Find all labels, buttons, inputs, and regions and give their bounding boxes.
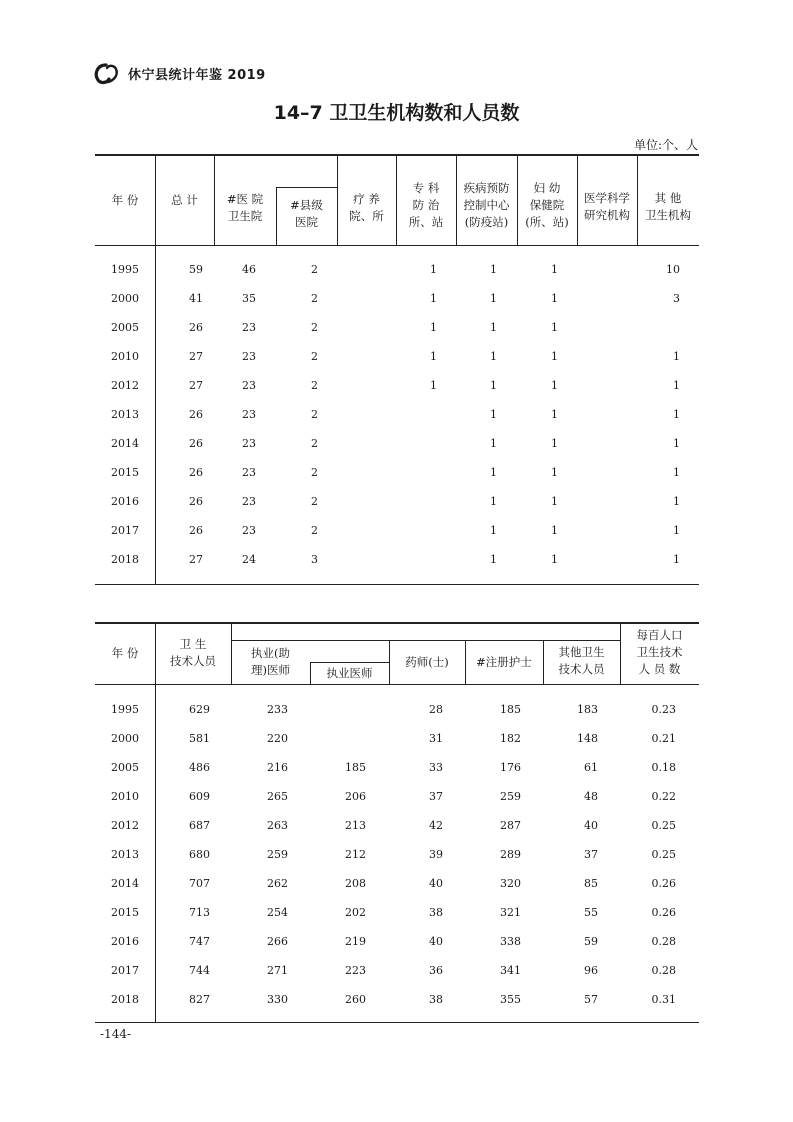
- cell-other: 1: [673, 495, 680, 508]
- cell-other: 1: [673, 350, 680, 363]
- cell-per: 0.18: [651, 761, 676, 774]
- cell-maternal: 1: [551, 350, 558, 363]
- cell-total: 41: [189, 292, 203, 305]
- col-header-sanatorium: 疗 养 院、所: [349, 192, 384, 223]
- col-header-hospital: #医 院 卫生院: [226, 192, 264, 223]
- col-header-health-tech: 卫 生 技术人员: [170, 637, 216, 668]
- cell-per: 0.21: [651, 732, 676, 745]
- cell-county: 2: [311, 524, 318, 537]
- cell-other: 48: [584, 790, 598, 803]
- cell-total: 26: [189, 437, 203, 450]
- cell-tech: 744: [189, 964, 210, 977]
- cell-maternal: 1: [551, 321, 558, 334]
- table-row: [95, 874, 699, 894]
- table2-top-rule: [95, 622, 699, 624]
- row-year: 2015: [111, 466, 139, 479]
- table-row: [95, 463, 699, 483]
- table-row: [95, 492, 699, 512]
- cell-maternal: 1: [551, 408, 558, 421]
- cell-other: 148: [577, 732, 598, 745]
- cell-specialized: 1: [430, 379, 437, 392]
- cell-assist: 263: [267, 819, 288, 832]
- cell-cdc: 1: [490, 524, 497, 537]
- cell-other: 1: [673, 524, 680, 537]
- table-row: [95, 845, 699, 865]
- cell-hospital: 23: [242, 524, 256, 537]
- cell-pharm: 38: [429, 906, 443, 919]
- row-year: 2012: [111, 819, 139, 832]
- cell-doctor: 212: [345, 848, 366, 861]
- cell-cdc: 1: [490, 466, 497, 479]
- cell-tech: 827: [189, 993, 210, 1006]
- cell-pharm: 42: [429, 819, 443, 832]
- table2-header-rule: [95, 684, 699, 685]
- book-title: 休宁县统计年鉴 2019: [128, 68, 266, 83]
- table-row: [95, 758, 699, 778]
- cell-per: 0.31: [651, 993, 676, 1006]
- table-row: [95, 405, 699, 425]
- table1-header-rule: [95, 245, 699, 246]
- col-header-doctor-assistant: 执业(助 理)医师: [251, 646, 290, 677]
- cell-pharm: 40: [429, 877, 443, 890]
- cell-total: 27: [189, 350, 203, 363]
- cell-other: 85: [584, 877, 598, 890]
- table-row: [95, 990, 699, 1010]
- col-header-research: 医学科学 研究机构: [584, 191, 630, 222]
- cell-pharm: 40: [429, 935, 443, 948]
- table1-subheader-rule: [276, 187, 337, 188]
- col-header-nurse: #注册护士: [476, 655, 532, 669]
- table-row: [95, 260, 699, 280]
- cell-county: 2: [311, 263, 318, 276]
- cell-doctor: 223: [345, 964, 366, 977]
- row-year: 2005: [111, 321, 139, 334]
- table-row: [95, 376, 699, 396]
- cell-per: 0.26: [651, 906, 676, 919]
- table-row: [95, 318, 699, 338]
- col-header-per-hundred: 每百人口 卫生技术 人 员 数: [636, 628, 683, 676]
- cell-other: 1: [673, 408, 680, 421]
- table-row: [95, 903, 699, 923]
- table-row: [95, 550, 699, 570]
- row-year: 2012: [111, 379, 139, 392]
- unit-label: 单位:个、人: [633, 138, 698, 152]
- cell-tech: 707: [189, 877, 210, 890]
- cell-per: 0.28: [651, 935, 676, 948]
- cell-specialized: 1: [430, 263, 437, 276]
- cell-total: 59: [189, 263, 203, 276]
- cell-other: 37: [584, 848, 598, 861]
- row-year: 2010: [111, 350, 139, 363]
- cell-maternal: 1: [551, 524, 558, 537]
- cell-other: 57: [584, 993, 598, 1006]
- cell-total: 26: [189, 408, 203, 421]
- table2-subheader-rule: [310, 662, 389, 663]
- row-year: 2010: [111, 790, 139, 803]
- cell-per: 0.28: [651, 964, 676, 977]
- cell-tech: 747: [189, 935, 210, 948]
- row-year: 2013: [111, 848, 139, 861]
- cell-county: 3: [311, 553, 318, 566]
- cell-total: 26: [189, 321, 203, 334]
- cell-maternal: 1: [551, 292, 558, 305]
- row-year: 1995: [111, 263, 139, 276]
- cell-assist: 262: [267, 877, 288, 890]
- col-header-pharmacist: 药师(士): [405, 655, 449, 669]
- cell-total: 27: [189, 553, 203, 566]
- cell-tech: 609: [189, 790, 210, 803]
- cell-hospital: 46: [242, 263, 256, 276]
- table-row: [95, 932, 699, 952]
- cell-other: 1: [673, 437, 680, 450]
- row-year: 2005: [111, 761, 139, 774]
- cell-hospital: 23: [242, 495, 256, 508]
- cell-doctor: 260: [345, 993, 366, 1006]
- cell-nurse: 176: [500, 761, 521, 774]
- table-row: [95, 434, 699, 454]
- cell-county: 2: [311, 292, 318, 305]
- col-header-other-tech: 其他卫生 技术人员: [558, 645, 605, 676]
- cell-county: 2: [311, 495, 318, 508]
- cell-nurse: 355: [500, 993, 521, 1006]
- cell-maternal: 1: [551, 437, 558, 450]
- cell-assist: 259: [267, 848, 288, 861]
- cell-maternal: 1: [551, 379, 558, 392]
- cell-county: 2: [311, 408, 318, 421]
- cell-county: 2: [311, 379, 318, 392]
- cell-pharm: 37: [429, 790, 443, 803]
- row-year: 2017: [111, 524, 139, 537]
- col-header-year: 年 份: [111, 193, 139, 207]
- row-year: 1995: [111, 703, 139, 716]
- cell-nurse: 338: [500, 935, 521, 948]
- yearbook-logo-icon: [92, 62, 122, 86]
- cell-other: 1: [673, 379, 680, 392]
- cell-total: 26: [189, 495, 203, 508]
- cell-per: 0.22: [651, 790, 676, 803]
- cell-assist: 233: [267, 703, 288, 716]
- table-row: [95, 347, 699, 367]
- cell-nurse: 287: [500, 819, 521, 832]
- cell-cdc: 1: [490, 292, 497, 305]
- row-year: 2017: [111, 964, 139, 977]
- cell-per: 0.23: [651, 703, 676, 716]
- table-row: [95, 700, 699, 720]
- cell-nurse: 341: [500, 964, 521, 977]
- row-year: 2016: [111, 935, 139, 948]
- table-row: [95, 816, 699, 836]
- cell-other: 61: [584, 761, 598, 774]
- cell-county: 2: [311, 321, 318, 334]
- cell-tech: 680: [189, 848, 210, 861]
- cell-nurse: 185: [500, 703, 521, 716]
- cell-doctor: 206: [345, 790, 366, 803]
- cell-nurse: 182: [500, 732, 521, 745]
- cell-other: 55: [584, 906, 598, 919]
- cell-tech: 687: [189, 819, 210, 832]
- cell-pharm: 38: [429, 993, 443, 1006]
- cell-pharm: 39: [429, 848, 443, 861]
- cell-assist: 216: [267, 761, 288, 774]
- col-header-county-hospital: #县级 医院: [290, 198, 323, 229]
- cell-hospital: 23: [242, 408, 256, 421]
- cell-specialized: 1: [430, 350, 437, 363]
- cell-county: 2: [311, 437, 318, 450]
- cell-pharm: 36: [429, 964, 443, 977]
- table-row: [95, 961, 699, 981]
- cell-maternal: 1: [551, 263, 558, 276]
- cell-maternal: 1: [551, 553, 558, 566]
- cell-nurse: 320: [500, 877, 521, 890]
- table-row: [95, 521, 699, 541]
- col-header-maternal: 妇 幼 保健院 (所、站): [525, 181, 569, 229]
- table1-top-rule: [95, 154, 699, 156]
- row-year: 2018: [111, 553, 139, 566]
- cell-specialized: 1: [430, 292, 437, 305]
- cell-assist: 271: [267, 964, 288, 977]
- cell-other: 1: [673, 553, 680, 566]
- cell-other: 10: [666, 263, 680, 276]
- cell-total: 27: [189, 379, 203, 392]
- cell-cdc: 1: [490, 263, 497, 276]
- row-year: 2014: [111, 877, 139, 890]
- cell-pharm: 33: [429, 761, 443, 774]
- cell-tech: 486: [189, 761, 210, 774]
- cell-nurse: 259: [500, 790, 521, 803]
- cell-specialized: 1: [430, 321, 437, 334]
- table1-bottom-rule: [95, 584, 699, 585]
- cell-cdc: 1: [490, 321, 497, 334]
- row-year: 2014: [111, 437, 139, 450]
- cell-cdc: 1: [490, 350, 497, 363]
- cell-total: 26: [189, 524, 203, 537]
- cell-tech: 581: [189, 732, 210, 745]
- col-header-specialized: 专 科 防 治 所、站: [408, 181, 444, 229]
- cell-cdc: 1: [490, 495, 497, 508]
- cell-other: 59: [584, 935, 598, 948]
- cell-cdc: 1: [490, 379, 497, 392]
- cell-nurse: 321: [500, 906, 521, 919]
- row-year: 2015: [111, 906, 139, 919]
- cell-doctor: 185: [345, 761, 366, 774]
- cell-per: 0.26: [651, 877, 676, 890]
- cell-tech: 629: [189, 703, 210, 716]
- row-year: 2018: [111, 993, 139, 1006]
- cell-per: 0.25: [651, 819, 676, 832]
- cell-other: 40: [584, 819, 598, 832]
- table2-bottom-rule: [95, 1022, 699, 1023]
- cell-other: 183: [577, 703, 598, 716]
- row-year: 2000: [111, 732, 139, 745]
- cell-other: 1: [673, 466, 680, 479]
- cell-pharm: 31: [429, 732, 443, 745]
- table-row: [95, 787, 699, 807]
- table-row: [95, 729, 699, 749]
- cell-assist: 220: [267, 732, 288, 745]
- cell-hospital: 23: [242, 321, 256, 334]
- cell-assist: 254: [267, 906, 288, 919]
- cell-pharm: 28: [429, 703, 443, 716]
- cell-other: 3: [673, 292, 680, 305]
- col-header-year-2: 年 份: [111, 646, 139, 660]
- cell-assist: 265: [267, 790, 288, 803]
- page-title: 14–7 卫卫生机构数和人员数: [273, 102, 520, 124]
- cell-hospital: 24: [242, 553, 256, 566]
- table-row: [95, 289, 699, 309]
- cell-maternal: 1: [551, 466, 558, 479]
- col-header-total: 总 计: [171, 193, 198, 207]
- cell-hospital: 23: [242, 437, 256, 450]
- cell-assist: 266: [267, 935, 288, 948]
- row-year: 2013: [111, 408, 139, 421]
- col-header-other: 其 他 卫生机构: [645, 191, 691, 222]
- cell-hospital: 23: [242, 379, 256, 392]
- cell-hospital: 35: [242, 292, 256, 305]
- row-year: 2016: [111, 495, 139, 508]
- cell-county: 2: [311, 466, 318, 479]
- cell-per: 0.25: [651, 848, 676, 861]
- page-number: -144-: [100, 1027, 132, 1041]
- col-header-cdc: 疾病预防 控制中心 (防疫站): [463, 181, 510, 229]
- cell-hospital: 23: [242, 350, 256, 363]
- cell-cdc: 1: [490, 553, 497, 566]
- cell-assist: 330: [267, 993, 288, 1006]
- cell-doctor: 202: [345, 906, 366, 919]
- cell-cdc: 1: [490, 408, 497, 421]
- table2-group-rule: [231, 640, 620, 641]
- cell-doctor: 213: [345, 819, 366, 832]
- cell-tech: 713: [189, 906, 210, 919]
- col-header-doctor: 执业医师: [326, 666, 373, 680]
- cell-maternal: 1: [551, 495, 558, 508]
- cell-doctor: 208: [345, 877, 366, 890]
- cell-nurse: 289: [500, 848, 521, 861]
- cell-county: 2: [311, 350, 318, 363]
- cell-hospital: 23: [242, 466, 256, 479]
- cell-doctor: 219: [345, 935, 366, 948]
- cell-total: 26: [189, 466, 203, 479]
- cell-cdc: 1: [490, 437, 497, 450]
- cell-other: 96: [584, 964, 598, 977]
- row-year: 2000: [111, 292, 139, 305]
